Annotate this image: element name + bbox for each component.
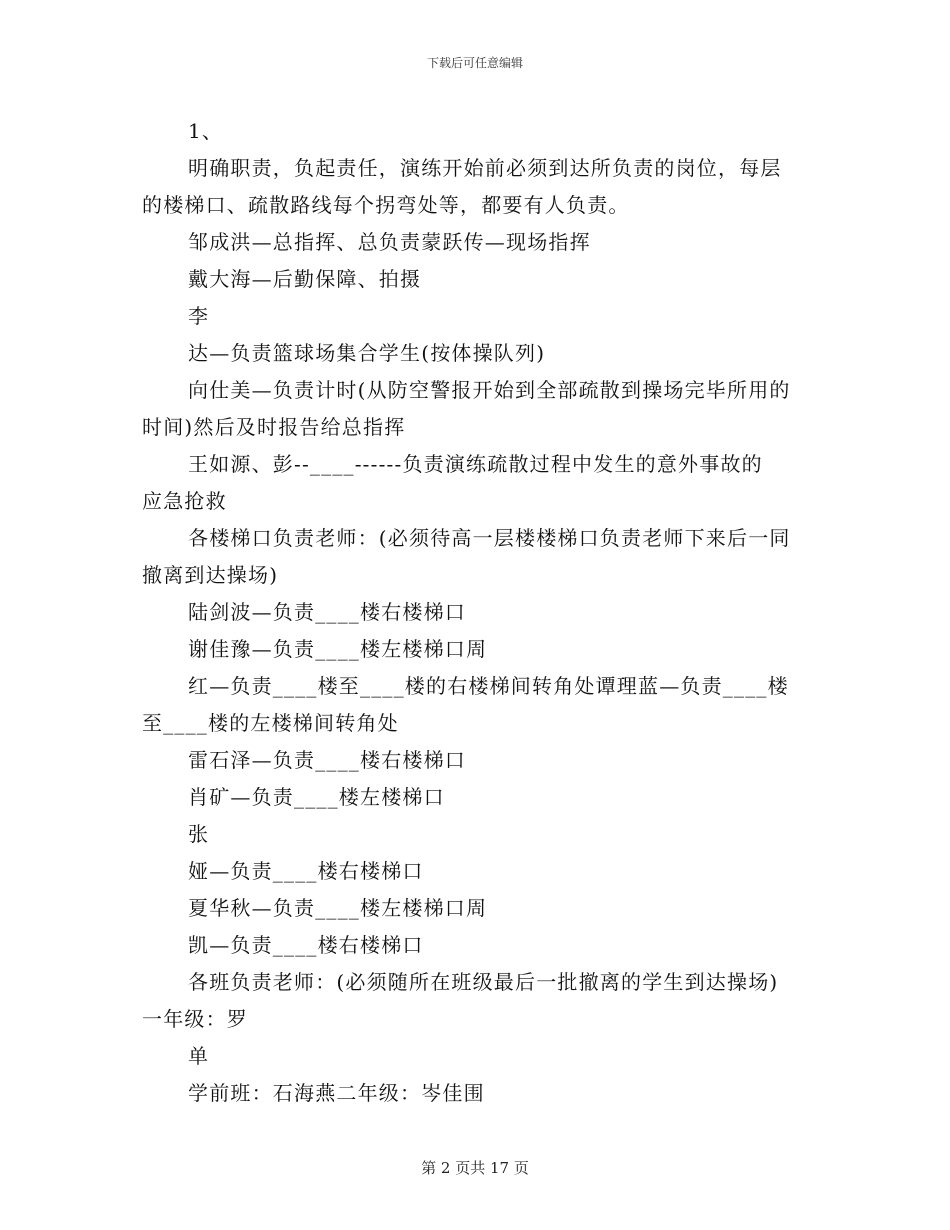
page-number-footer: 第 2 页共 17 页 bbox=[421, 1159, 529, 1177]
paragraph-line: 各班负责老师：(必须随所在班级最后一批撤离的学生到达操场) bbox=[188, 970, 779, 994]
paragraph-line: 王如源、彭--____------负责演练疏散过程中发生的意外事故的 bbox=[188, 452, 763, 476]
paragraph-line: 时间)然后及时报告给总指挥 bbox=[142, 415, 406, 439]
paragraph-line: 应急抢救 bbox=[142, 489, 227, 513]
paragraph-line: 单 bbox=[188, 1044, 210, 1068]
paragraph-line: 红—负责____楼至____楼的右楼梯间转角处谭理蓝—负责____楼 bbox=[188, 674, 789, 698]
page-header: 下载后可任意编辑 bbox=[426, 56, 523, 70]
paragraph-line: 达—负责篮球场集合学生(按体操队列) bbox=[188, 341, 546, 365]
paragraph-line: 肖矿—负责____楼左楼梯口 bbox=[188, 785, 445, 809]
paragraph-line: 张 bbox=[188, 822, 210, 846]
paragraph-line: 的楼梯口、疏散路线每个拐弯处等，都要有人负责。 bbox=[142, 193, 630, 217]
paragraph-line: 娅—负责____楼右楼梯口 bbox=[188, 859, 424, 883]
paragraph-line: 谢佳豫—负责____楼左楼梯口周 bbox=[188, 637, 488, 661]
paragraph-line: 雷石泽—负责____楼右楼梯口 bbox=[188, 748, 466, 772]
paragraph-line: 至____楼的左楼梯间转角处 bbox=[142, 711, 399, 735]
paragraph-line: 学前班：石海燕二年级：岑佳围 bbox=[188, 1081, 485, 1105]
paragraph-line: 邹成洪—总指挥、总负责蒙跃传—现场指挥 bbox=[188, 230, 591, 254]
paragraph-line: 向仕美—负责计时(从防空警报开始到全部疏散到操场完毕所用的 bbox=[188, 378, 791, 402]
paragraph-line: 一年级：罗 bbox=[142, 1007, 248, 1031]
document-body bbox=[142, 113, 812, 1112]
paragraph-line: 凯—负责____楼右楼梯口 bbox=[188, 933, 424, 957]
paragraph-line: 撤离到达操场) bbox=[142, 563, 279, 587]
paragraph-line: 夏华秋—负责____楼左楼梯口周 bbox=[188, 896, 488, 920]
paragraph-line: 李 bbox=[188, 304, 210, 328]
paragraph-line: 1、 bbox=[188, 119, 224, 143]
paragraph-line: 陆剑波—负责____楼右楼梯口 bbox=[188, 600, 466, 624]
paragraph-line: 明确职责，负起责任，演练开始前必须到达所负责的岗位，每层 bbox=[188, 156, 782, 180]
paragraph-line: 戴大海—后勤保障、拍摄 bbox=[188, 267, 422, 291]
paragraph-line: 各楼梯口负责老师：(必须待高一层楼楼梯口负责老师下来后一同 bbox=[188, 526, 791, 550]
